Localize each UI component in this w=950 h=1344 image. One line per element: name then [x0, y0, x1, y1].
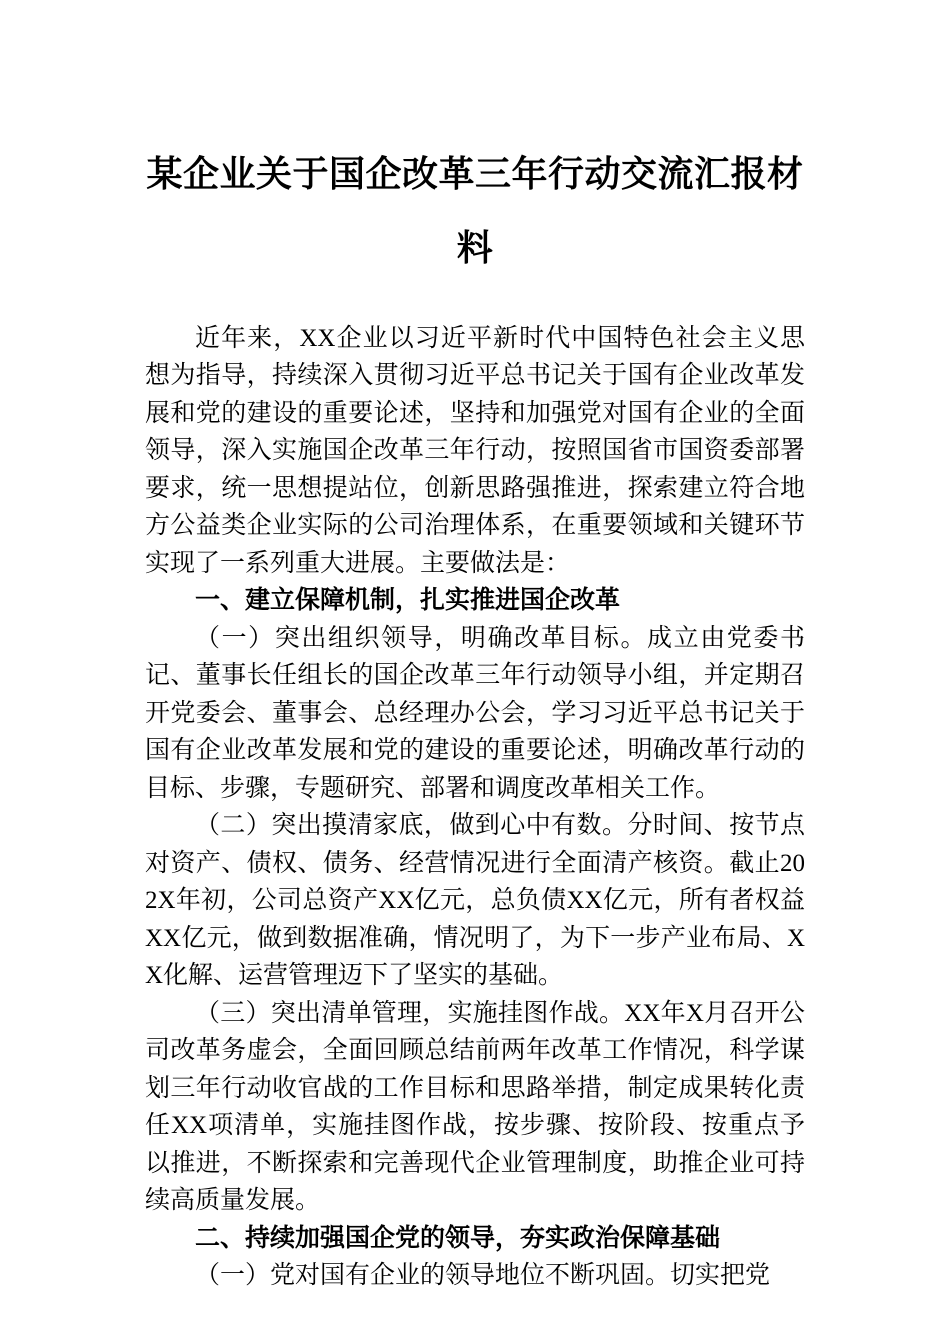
paragraph: （一）突出组织领导，明确改革目标。成立由党委书记、董事长任组长的国企改革三年行动领导小组，并定期召开党委会、董事会、总经理办公会，学习习近平总书记关于国有企业改革发展和党的建设的重要论述，明确改革行动的目标、步骤，专题研究、部署和调度改革相关工作。 — [145, 624, 805, 802]
document-body — [145, 320, 805, 1295]
paragraph: （二）突出摸清家底，做到心中有数。分时间、按节点对资产、债权、债务、经营情况进行全面清产核资。截止202X年初，公司总资产XX亿元，总负债XX亿元，所有者权益XX亿元，做到数据准确，情况明了，为下一步产业布局、XX化解、运营管理迈下了坚实的基础。 — [145, 812, 805, 990]
section-heading: 二、持续加强国企党的领导，夯实政治保障基础 — [195, 1224, 721, 1252]
section-heading: 一、建立保障机制，扎实推进国企改革 — [195, 587, 621, 615]
paragraph: （三）突出清单管理，实施挂图作战。XX年X月召开公司改革务虚会，全面回顾总结前两年改革工作情况，科学谋划三年行动收官战的工作目标和思路举措，制定成果转化责任XX项清单，实施挂图作战，按步骤、按阶段、按重点予以推进，不断探索和完善现代企业管理制度，助推企业可持续高质量发展。 — [145, 999, 805, 1215]
document-title: 某企业关于国企改革三年行动交流汇报材料 — [146, 154, 804, 268]
paragraph: （一）党对国有企业的领导地位不断巩固。切实把党 — [195, 1262, 771, 1290]
paragraph: 近年来，XX企业以习近平新时代中国特色社会主义思想为指导，持续深入贯彻习近平总书记关于国有企业改革发展和党的建设的重要论述，坚持和加强党对国有企业的全面领导，深入实施国企改革三年行动，按照国省市国资委部署要求，统一思想提站位，创新思路强推进，探索建立符合地方公益类企业实际的公司治理体系，在重要领域和关键环节实现了一系列重大进展。主要做法是： — [145, 324, 805, 577]
